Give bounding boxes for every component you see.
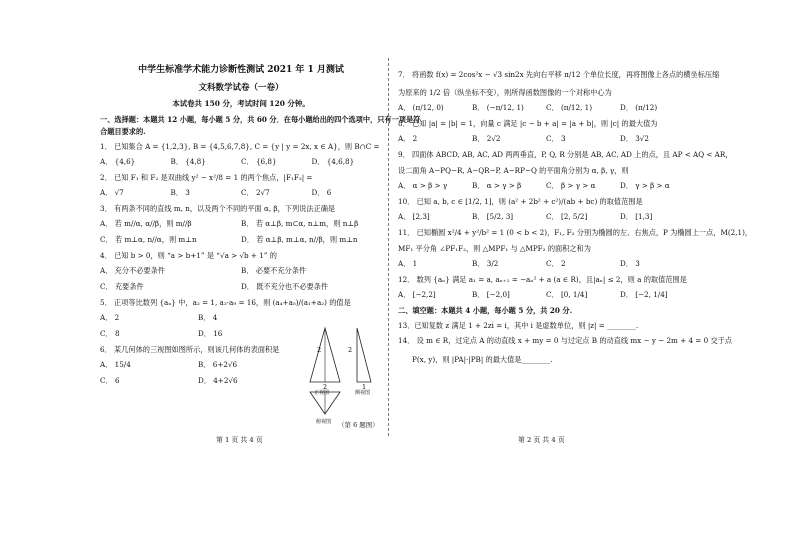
question-12-options [398,290,694,300]
dim-label: 2 [348,346,353,354]
option-b: B． [5/2, 3] [472,212,514,221]
option-a: A． {4,6} [100,157,136,166]
question-3-options-ab [100,219,382,229]
option-d: D． 4+2√6 [198,376,238,385]
section1-heading: 一、选择题：本题共 12 小题，每小题 5 分，共 60 分．在每小题给出的四个选项中，只有一项是符 [100,115,421,124]
option-c: C． 3 [546,134,566,143]
option-c: C． [2, 5/2] [546,212,588,221]
question-7-options [398,103,694,113]
question-6-options-ab [100,360,296,370]
option-c: C． 2√7 [241,188,270,197]
option-d: D． 6 [311,188,332,197]
option-a: A． 充分不必要条件 [100,266,165,275]
question-11: 11． 已知椭圆 x²/4 + y²/b² = 1 (0 < b < 2)，F₁, F₂ 分别为椭圆的左、右焦点，P 为椭圆上一点，M(2,1)， [398,228,753,237]
question-5-options-ab [100,313,296,323]
option-d: D． {4,6,8} [311,157,355,166]
page-footer-right: 第 2 页 共 4 页 [518,436,565,444]
question-6-options-cd [100,376,296,386]
option-b: B． 3/2 [472,259,499,268]
question-7: 7． 将函数 f(x) = 2cos²x − √3 sin2x 先向右平移 π/12 个单位长度，再将图像上各点的横坐标压缩 [398,70,720,79]
question-4-options-ab [100,266,382,276]
question-8: 8． 已知 |a| = |b| = 1，向量 c 满足 |c − b + a| = |a + b|，则 |c| 的最大值为 [398,119,658,128]
dim-label: 2 [323,383,328,391]
option-b: B． 3 [170,188,190,197]
question-10: 10． 已知 a, b, c ∈ [1/2, 1]，则 (a² + 2b² + c²)/(ab + bc) 的取值范围是 [398,197,643,206]
question-2: 2． 已知 F₁ 和 F₂ 是双曲线 y² − x²/8 = 1 的两个焦点，|F₁F₂| = [100,173,313,182]
option-d: D． γ > β > α [620,181,670,190]
question-5: 5． 正项等比数列 {aₙ} 中，a₂ = 1, a₃·a₉ = 16，则 (a₄+a₅)/(a₁+a₂) 的值是 [100,298,351,307]
right-column [398,70,753,370]
option-a: A． 2 [100,313,120,322]
dim-label: 2 [317,346,322,354]
three-view-figure [300,326,380,431]
question-14-cont: P(x, y)，则 |PA|·|PB| 的最大值是________. [412,355,553,364]
option-c: C． 6 [100,376,120,385]
question-2-options [100,188,382,198]
question-14: 14． 设 m ∈ R，过定点 A 的动直线 x + my = 0 与过定点 B 的动直线 mx − y − 2m + 4 = 0 交于点 [398,336,733,345]
side-view-label: 侧视图 [355,390,371,396]
option-a: A． (π/12, 0) [398,103,444,112]
question-3-options-cd [100,235,382,245]
option-b: B． 若 α⊥β, m⊂α, n⊥m，则 n⊥β [241,219,359,228]
question-11-options [398,259,694,269]
option-d: D． 若 α⊥β, m⊥α, n//β，则 m⊥n [241,235,358,244]
question-9-cont: 设二面角 A−PQ−R, A−QR−P, A−RP−Q 的平面角分别为 α, β, γ，则 [398,166,629,175]
option-c: C． {6,8} [241,157,277,166]
option-d: D． 3 [620,259,640,268]
three-view-drawing [300,326,380,418]
section2-heading: 二、填空题：本题共 4 小题，每小题 5 分，共 20 分. [398,306,573,315]
option-c: C． β > γ > α [546,181,596,190]
option-b: B． 4 [198,313,218,322]
option-a: A． 2 [398,134,418,143]
exam-note: 本试卷共 150 分，考试时间 120 分钟。 [172,99,310,108]
option-d: D． 16 [198,329,223,338]
exam-subtitle: 文科数学试卷（一卷） [198,83,284,93]
question-10-options [398,212,694,222]
front-view-label: 正视图 [314,390,330,396]
option-a: A． 1 [398,259,418,268]
exam-title: 中学生标准学术能力诊断性测试 2021 年 1 月测试 [138,65,344,75]
option-a: A． 若 m//α, α//β，则 m//β [100,219,192,228]
dim-label: 1 [362,383,367,391]
option-b: B． α > γ > β [472,181,522,190]
option-b: B． 6+2√6 [198,360,238,369]
option-c: C． (π/12, 1) [546,103,593,112]
section1-heading-cont: 合题目要求的. [100,127,146,136]
question-11-cont: MF₁ 平分角 ∠PF₁F₂，则 △MPF₁ 与 △MPF₂ 的面积之和为 [398,244,591,253]
top-view-label: 俯视图 [316,419,332,425]
option-a: A． 15/4 [100,360,131,369]
question-4: 4． 已知 b > 0，则 “a > b+1” 是 “√a > √b + 1” 的 [100,251,277,260]
option-c: C． 2 [546,259,566,268]
side-view-shape [357,328,371,382]
option-b: B． {4,8} [170,157,206,166]
question-1-options [100,157,382,167]
question-3: 3． 有两条不同的直线 m, n，以及两个不同的平面 α, β，下列说法正确是 [100,204,336,213]
page-footer-left: 第 1 页 共 4 页 [216,436,263,444]
option-b: B． 必要不充分条件 [241,266,307,275]
option-c: C． 充要条件 [100,282,144,291]
question-7-cont: 为原来的 1/2 倍（纵坐标不变），则所得函数图像的一个对称中心为 [398,88,612,97]
option-d: D． 3√2 [620,134,649,143]
option-c: C． [0, 1/4] [546,290,588,299]
question-1: 1． 已知集合 A = {1,2,3}, B = {4,5,6,7,8}, C = {y | y = 2x, x ∈ A}，则 B∩C = [100,142,380,151]
option-d: D． [1,3] [620,212,653,221]
question-5-options-cd [100,329,296,339]
question-9-options [398,181,694,191]
option-b: B． [−2,0] [472,290,510,299]
option-c: C． 8 [100,329,120,338]
option-a: A． √7 [100,188,124,197]
question-4-options-cd [100,282,382,292]
option-a: A． [−2,2] [398,290,436,299]
option-b: B． 2√2 [472,134,501,143]
option-a: A． [2,3] [398,212,430,221]
option-c: C． 若 m⊥α, n//α，则 m⊥n [100,235,197,244]
question-8-options [398,134,694,144]
option-d: D． [−2, 1/4] [620,290,668,299]
question-9: 9． 四面体 ABCD, AB, AC, AD 两两垂直，P, Q, R 分别是 AB, AC, AD 上的点，且 AP < AQ < AR， [398,150,733,159]
option-b: B． (−π/12, 1) [472,103,524,112]
option-d: D． (π/12) [620,103,658,112]
option-a: A． α > β > γ [398,181,448,190]
question-6: 6． 某几何体的三视图如图所示，则该几何体的表面积是 [100,345,280,354]
question-13: 13．已知复数 z 满足 1 + 2zi = i，其中 i 是虚数单位，则 |z| = ________. [398,321,639,330]
question-12: 12． 数列 {aₙ} 满足 a₁ = a, aₙ₊₁ = −aₙ² + a (a ∈ R)，且|aₙ| ≤ 2，则 a 的取值范围是 [398,275,687,284]
figure-caption: （第 6 题图） [338,421,379,429]
option-d: D． 既不充分也不必要条件 [241,282,329,291]
